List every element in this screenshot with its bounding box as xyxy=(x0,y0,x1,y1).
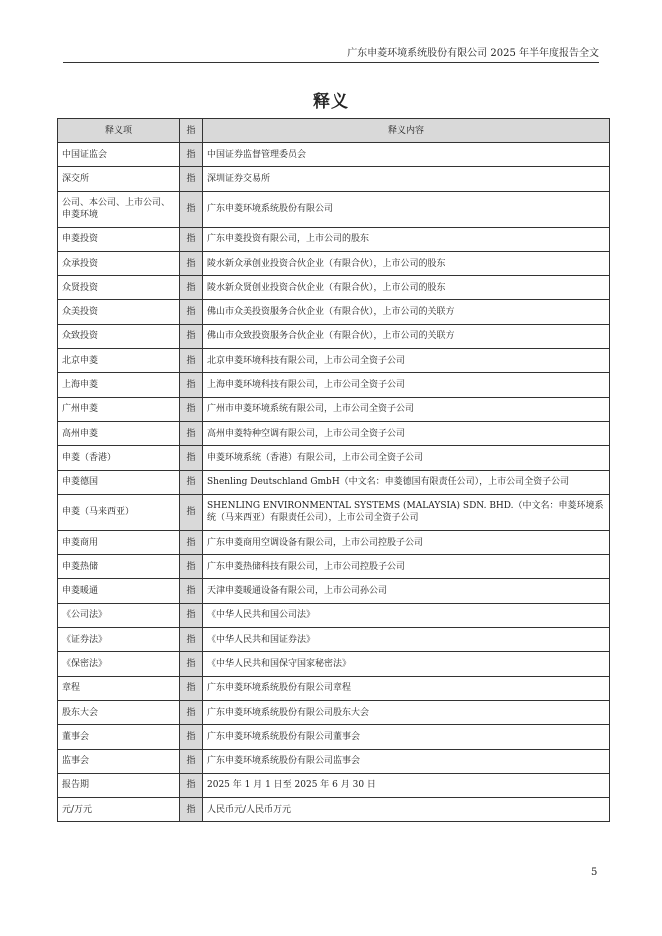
table-header-row xyxy=(58,119,610,143)
table-row xyxy=(58,579,610,603)
ref-cell: 指 xyxy=(180,446,203,470)
term-cell: 北京申菱 xyxy=(58,349,180,373)
ref-cell: 指 xyxy=(180,251,203,275)
term-cell: 众美投资 xyxy=(58,300,180,324)
definition-cell: 《中华人民共和国保守国家秘密法》 xyxy=(203,652,610,676)
term-cell: 深交所 xyxy=(58,167,180,191)
table-row xyxy=(58,421,610,445)
ref-cell: 指 xyxy=(180,749,203,773)
table-row xyxy=(58,349,610,373)
ref-cell: 指 xyxy=(180,530,203,554)
column-header-definition: 释义内容 xyxy=(203,119,610,143)
term-cell: 股东大会 xyxy=(58,700,180,724)
definition-cell: 佛山市众致投资服务合伙企业（有限合伙），上市公司的关联方 xyxy=(203,324,610,348)
term-cell: 《公司法》 xyxy=(58,603,180,627)
ref-cell: 指 xyxy=(180,798,203,822)
table-row xyxy=(58,494,610,530)
term-cell: 申菱暖通 xyxy=(58,579,180,603)
term-cell: 公司、本公司、上市公司、申菱环境 xyxy=(58,191,180,227)
table-row xyxy=(58,397,610,421)
definition-cell: 广东申菱投资有限公司，上市公司的股东 xyxy=(203,227,610,251)
definition-cell: 广东申菱商用空调设备有限公司，上市公司控股子公司 xyxy=(203,530,610,554)
ref-cell: 指 xyxy=(180,555,203,579)
column-header-term: 释义项 xyxy=(58,119,180,143)
term-cell: 申菱商用 xyxy=(58,530,180,554)
table-row xyxy=(58,555,610,579)
definition-cell: 北京申菱环境科技有限公司，上市公司全资子公司 xyxy=(203,349,610,373)
ref-cell: 指 xyxy=(180,628,203,652)
ref-cell: 指 xyxy=(180,470,203,494)
definition-cell: 高州申菱特种空调有限公司，上市公司全资子公司 xyxy=(203,421,610,445)
term-cell: 董事会 xyxy=(58,725,180,749)
ref-cell: 指 xyxy=(180,773,203,797)
definition-cell: 广东申菱环境系统股份有限公司监事会 xyxy=(203,749,610,773)
ref-cell: 指 xyxy=(180,725,203,749)
definition-cell: 人民币元/人民币万元 xyxy=(203,798,610,822)
table-row xyxy=(58,143,610,167)
term-cell: 《证券法》 xyxy=(58,628,180,652)
ref-cell: 指 xyxy=(180,603,203,627)
table-row xyxy=(58,628,610,652)
table-row xyxy=(58,446,610,470)
term-cell: 高州申菱 xyxy=(58,421,180,445)
definition-cell: Shenling Deutschland GmbH（中文名：申菱德国有限责任公司），上市公司全资子公司 xyxy=(203,470,610,494)
definition-cell: 2025 年 1 月 1 日至 2025 年 6 月 30 日 xyxy=(203,773,610,797)
ref-cell: 指 xyxy=(180,421,203,445)
definition-cell: 广东申菱热储科技有限公司，上市公司控股子公司 xyxy=(203,555,610,579)
definition-cell: 广东申菱环境系统股份有限公司董事会 xyxy=(203,725,610,749)
term-cell: 申菱（马来西亚） xyxy=(58,494,180,530)
term-cell: 中国证监会 xyxy=(58,143,180,167)
table-row xyxy=(58,603,610,627)
table-row xyxy=(58,227,610,251)
ref-cell: 指 xyxy=(180,227,203,251)
table-row xyxy=(58,324,610,348)
definition-cell: 申菱环境系统（香港）有限公司，上市公司全资子公司 xyxy=(203,446,610,470)
table-row xyxy=(58,251,610,275)
ref-cell: 指 xyxy=(180,579,203,603)
ref-cell: 指 xyxy=(180,143,203,167)
term-cell: 申菱投资 xyxy=(58,227,180,251)
table-row xyxy=(58,652,610,676)
table-row xyxy=(58,167,610,191)
term-cell: 众致投资 xyxy=(58,324,180,348)
table-row xyxy=(58,773,610,797)
term-cell: 众贤投资 xyxy=(58,276,180,300)
ref-cell: 指 xyxy=(180,494,203,530)
ref-cell: 指 xyxy=(180,300,203,324)
term-cell: 众承投资 xyxy=(58,251,180,275)
ref-cell: 指 xyxy=(180,676,203,700)
ref-cell: 指 xyxy=(180,324,203,348)
running-header: 广东申菱环境系统股份有限公司 2025 年半年度报告全文 xyxy=(63,46,599,63)
definition-cell: 《中华人民共和国证券法》 xyxy=(203,628,610,652)
ref-cell: 指 xyxy=(180,349,203,373)
definition-cell: 陵水新众承创业投资合伙企业（有限合伙），上市公司的股东 xyxy=(203,251,610,275)
table-row xyxy=(58,725,610,749)
term-cell: 《保密法》 xyxy=(58,652,180,676)
term-cell: 申菱热储 xyxy=(58,555,180,579)
definition-cell: SHENLING ENVIRONMENTAL SYSTEMS (MALAYSIA) SDN. BHD.（中文名：申菱环境系统（马来西亚）有限责任公司），上市公司全资子公司 xyxy=(203,494,610,530)
term-cell: 监事会 xyxy=(58,749,180,773)
page-title: 释义 xyxy=(313,92,349,112)
ref-cell: 指 xyxy=(180,397,203,421)
ref-cell: 指 xyxy=(180,191,203,227)
table-row xyxy=(58,530,610,554)
ref-cell: 指 xyxy=(180,700,203,724)
table-row xyxy=(58,300,610,324)
page-number: 5 xyxy=(591,867,598,878)
definition-cell: 佛山市众美投资服务合伙企业（有限合伙），上市公司的关联方 xyxy=(203,300,610,324)
definition-cell: 陵水新众贤创业投资合伙企业（有限合伙），上市公司的股东 xyxy=(203,276,610,300)
definition-cell: 中国证券监督管理委员会 xyxy=(203,143,610,167)
ref-cell: 指 xyxy=(180,373,203,397)
definition-cell: 广东申菱环境系统股份有限公司 xyxy=(203,191,610,227)
term-cell: 广州申菱 xyxy=(58,397,180,421)
definition-cell: 《中华人民共和国公司法》 xyxy=(203,603,610,627)
term-cell: 上海申菱 xyxy=(58,373,180,397)
ref-cell: 指 xyxy=(180,167,203,191)
table-row xyxy=(58,373,610,397)
definition-cell: 深圳证券交易所 xyxy=(203,167,610,191)
definition-cell: 广州市申菱环境系统有限公司，上市公司全资子公司 xyxy=(203,397,610,421)
column-header-ref: 指 xyxy=(180,119,203,143)
table-row xyxy=(58,700,610,724)
table-row xyxy=(58,749,610,773)
term-cell: 章程 xyxy=(58,676,180,700)
definition-cell: 广东申菱环境系统股份有限公司章程 xyxy=(203,676,610,700)
table-row xyxy=(58,676,610,700)
term-cell: 报告期 xyxy=(58,773,180,797)
table-row xyxy=(58,276,610,300)
table-row xyxy=(58,798,610,822)
ref-cell: 指 xyxy=(180,276,203,300)
definition-cell: 上海申菱环境科技有限公司，上市公司全资子公司 xyxy=(203,373,610,397)
definition-cell: 天津申菱暖通设备有限公司，上市公司孙公司 xyxy=(203,579,610,603)
definition-cell: 广东申菱环境系统股份有限公司股东大会 xyxy=(203,700,610,724)
ref-cell: 指 xyxy=(180,652,203,676)
term-cell: 元/万元 xyxy=(58,798,180,822)
term-cell: 申菱德国 xyxy=(58,470,180,494)
term-cell: 申菱（香港） xyxy=(58,446,180,470)
table-row xyxy=(58,191,610,227)
table-row xyxy=(58,470,610,494)
glossary-table xyxy=(57,118,610,822)
